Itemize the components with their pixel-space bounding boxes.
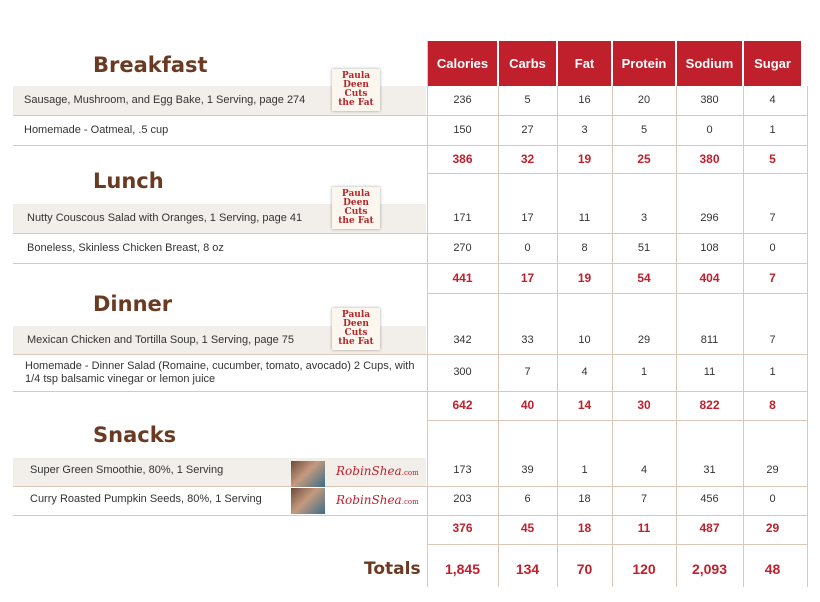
nutrition-value: 8 (581, 242, 588, 254)
nutrition-value: 171 (453, 212, 472, 224)
nutrition-value: 0 (769, 493, 776, 505)
section-title-lunch: Lunch (93, 169, 164, 193)
subtotal-value: 54 (637, 271, 651, 285)
nutrition-value: 0 (769, 242, 776, 254)
subtotal-value: 19 (577, 271, 592, 285)
nutrition-value: 4 (769, 94, 776, 106)
subtotal-value: 17 (520, 271, 535, 285)
nutrition-value: 203 (453, 493, 472, 505)
col-header-protein: Protein (613, 41, 675, 86)
section-title-dinner: Dinner (93, 292, 173, 316)
section-title-snacks: Snacks (93, 423, 177, 447)
grid-line (13, 391, 808, 392)
grid-line (427, 544, 808, 545)
grid-line (427, 420, 808, 421)
grid-line (13, 115, 808, 116)
nutrition-value: 51 (637, 242, 651, 254)
nutrition-value: 7 (769, 334, 776, 346)
nutrition-value: 11 (578, 212, 591, 224)
nutrition-value: 7 (769, 212, 776, 224)
subtotal-value: 40 (520, 398, 535, 412)
nutrition-value: 31 (703, 464, 716, 476)
food-item-label: Super Green Smoothie, 80%, 1 Serving (30, 464, 224, 476)
grid-line (13, 515, 808, 516)
total-value: 134 (515, 561, 540, 577)
nutrition-value: 5 (640, 124, 648, 136)
subtotal-value: 487 (699, 521, 720, 535)
subtotal-value: 25 (637, 152, 651, 166)
nutrition-value: 1 (640, 366, 648, 378)
subtotal-value: 32 (520, 152, 535, 166)
grid-line (427, 41, 428, 587)
food-item-label: Homemade - Oatmeal, .5 cup (24, 124, 169, 136)
subtotal-value: 29 (765, 521, 780, 535)
nutrition-value: 811 (700, 334, 719, 346)
nutrition-value: 20 (637, 94, 651, 106)
nutrition-value: 3 (640, 212, 648, 224)
nutrition-value: 150 (453, 124, 472, 136)
nutrition-value: 270 (453, 242, 472, 254)
nutrition-value: 11 (703, 366, 716, 378)
nutrition-value: 300 (453, 366, 472, 378)
section-title-breakfast: Breakfast (93, 53, 208, 77)
nutrition-value: 3 (581, 124, 588, 136)
nutrition-value: 0 (524, 242, 531, 254)
subtotal-value: 14 (577, 398, 592, 412)
food-item-label: Mexican Chicken and Tortilla Soup, 1 Serving, page 75 (27, 334, 295, 346)
food-item-label: Sausage, Mushroom, and Egg Bake, 1 Serving, page 274 (24, 94, 306, 106)
nutrition-value: 380 (700, 94, 719, 106)
brand-logo: RobinShea.com (336, 464, 419, 478)
subtotal-value: 380 (699, 152, 720, 166)
subtotal-value: 45 (520, 521, 535, 535)
grid-line (807, 86, 808, 587)
nutrition-value: 10 (578, 334, 591, 346)
subtotal-value: 8 (769, 398, 776, 412)
total-value: 1,845 (444, 561, 481, 577)
total-value: 120 (632, 561, 656, 577)
subtotal-value: 19 (577, 152, 592, 166)
nutrition-value: 16 (578, 94, 591, 106)
col-header-sugar: Sugar (744, 41, 801, 86)
nutrition-value: 1 (769, 366, 776, 378)
total-value: 70 (576, 561, 593, 577)
total-value: 48 (764, 561, 781, 577)
nutrition-value: 4 (581, 366, 588, 378)
grid-line (427, 293, 808, 294)
nutrition-value: 342 (453, 334, 472, 346)
author-photo (291, 488, 325, 514)
nutrition-value: 7 (640, 493, 648, 505)
cookbook-badge: Paula Deen Cuts the Fat (332, 69, 380, 111)
subtotal-value: 376 (452, 521, 473, 535)
grid-line (427, 173, 808, 174)
grid-line (13, 263, 808, 264)
nutrition-value: 29 (637, 334, 651, 346)
col-header-calories: Calories (428, 41, 497, 86)
col-header-fat: Fat (558, 41, 611, 86)
cookbook-badge: Paula Deen Cuts the Fat (332, 308, 380, 350)
nutrition-value: 39 (521, 464, 534, 476)
subtotal-value: 30 (637, 398, 651, 412)
nutrition-value: 17 (521, 212, 534, 224)
subtotal-value: 441 (452, 271, 473, 285)
cookbook-badge: Paula Deen Cuts the Fat (332, 187, 380, 229)
nutrition-value: 7 (524, 366, 531, 378)
nutrition-value: 18 (578, 493, 591, 505)
nutrition-value: 108 (700, 242, 719, 254)
grid-line (13, 354, 808, 355)
food-item-label: Curry Roasted Pumpkin Seeds, 80%, 1 Serving (30, 493, 262, 505)
col-header-carbs: Carbs (499, 41, 556, 86)
nutrition-value: 5 (524, 94, 531, 106)
totals-label: Totals (364, 559, 421, 579)
total-value: 2,093 (691, 561, 728, 577)
subtotal-value: 386 (452, 152, 473, 166)
col-header-sodium: Sodium (677, 41, 742, 86)
food-item-label: Homemade - Dinner Salad (Romaine, cucumber, tomato, avocado) 2 Cups, with 1/4 tsp balsamic vinegar or lemon juice (25, 360, 415, 385)
nutrition-value: 0 (706, 124, 713, 136)
food-item-label: Boneless, Skinless Chicken Breast, 8 oz (27, 242, 224, 254)
author-photo (291, 461, 325, 487)
nutrition-value: 1 (769, 124, 776, 136)
nutrition-value: 1 (581, 464, 588, 476)
subtotal-value: 642 (452, 398, 473, 412)
grid-line (13, 486, 808, 487)
brand-logo: RobinShea.com (336, 493, 419, 507)
grid-line (13, 145, 808, 146)
subtotal-value: 11 (637, 521, 651, 535)
subtotal-value: 404 (699, 271, 720, 285)
subtotal-value: 18 (577, 521, 592, 535)
nutrition-value: 296 (700, 212, 719, 224)
subtotal-value: 7 (769, 271, 776, 285)
grid-line (13, 233, 808, 234)
nutrition-value: 236 (453, 94, 472, 106)
subtotal-value: 822 (699, 398, 720, 412)
nutrition-value: 456 (700, 493, 719, 505)
nutrition-value: 173 (453, 464, 472, 476)
nutrition-value: 27 (521, 124, 534, 136)
nutrition-value: 33 (521, 334, 534, 346)
nutrition-value: 6 (524, 493, 531, 505)
subtotal-value: 5 (769, 152, 776, 166)
nutrition-value: 29 (766, 464, 779, 476)
food-item-label: Nutty Couscous Salad with Oranges, 1 Serving, page 41 (27, 212, 303, 224)
nutrition-value: 4 (640, 464, 648, 476)
